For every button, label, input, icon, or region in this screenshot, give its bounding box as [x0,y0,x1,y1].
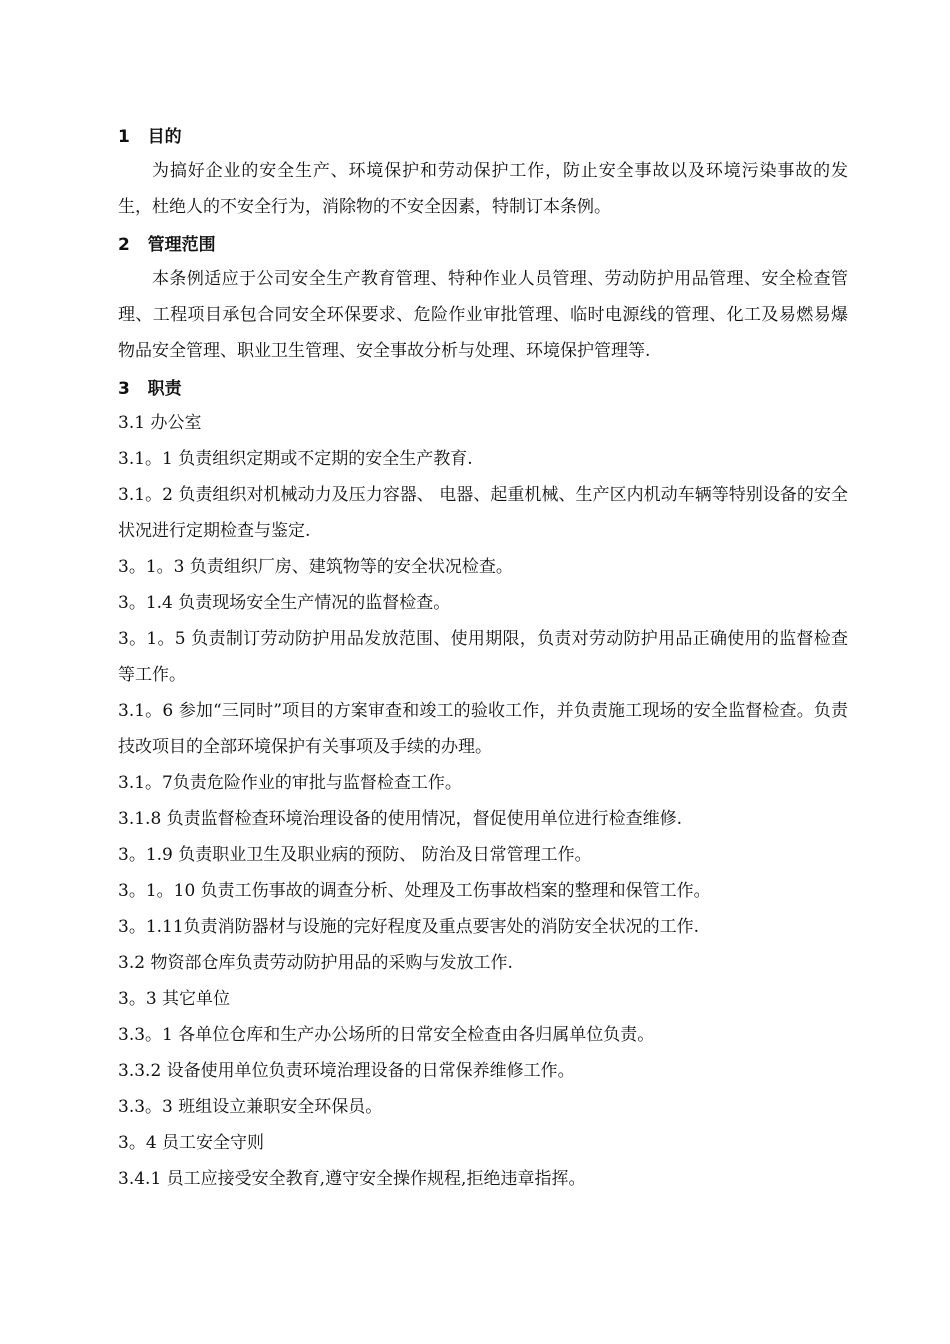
duty-item: 3.3。3 班组设立兼职安全环保员。 [118,1097,383,1117]
duty-item: 3。1.9 负责职业卫生及职业病的预防、 防治及日常管理工作。 [118,845,592,865]
duty-item: 3.4.1 员工应接受安全教育,遵守安全操作规程,拒绝违章指挥。 [118,1169,586,1189]
duty-item: 3。1。5 负责制订劳动防护用品发放范围、使用期限，负责对劳动防护用品正确使用的监督检查等工作。 [118,629,848,685]
duty-item: 3。1。3 负责组织厂房、建筑物等的安全状况检查。 [118,557,513,577]
duty-item: 3.1。7负责危险作业的审批与监督检查工作。 [118,773,462,793]
duty-item: 3。1。10 负责工伤事故的调查分析、处理及工伤事故档案的整理和保管工作。 [118,881,711,901]
section-heading-scope: 2 管理范围 [118,235,216,255]
duty-item: 3.3.2 设备使用单位负责环境治理设备的日常保养维修工作。 [118,1061,575,1081]
section-paragraph-purpose: 为搞好企业的安全生产、环境保护和劳动保护工作，防止安全事故以及环境污染事故的发生，杜绝人的不安全行为，消除物的不安全因素，特制订本条例。 [118,161,848,217]
section-heading-duties: 3 职责 [118,379,182,399]
section-paragraph-scope: 本条例适应于公司安全生产教育管理、特种作业人员管理、劳动防护用品管理、安全检查管理、工程项目承包合同安全环保要求、危险作业审批管理、临时电源线的管理、化工及易燃易爆物品安全管理、职业卫生管理、安全事故分析与处理、环境保护管理等. [118,269,848,361]
duty-item: 3.1。1 负责组织定期或不定期的安全生产教育. [118,449,473,469]
duty-item: 3.1.8 负责监督检查环境治理设备的使用情况，督促使用单位进行检查维修. [118,809,683,829]
duty-item: 3.1 办公室 [118,413,202,433]
duty-item: 3。1.4 负责现场安全生产情况的监督检查。 [118,593,451,613]
duty-item: 3。1.11负责消防器材与设施的完好程度及重点要害处的消防安全状况的工作. [118,917,700,937]
duty-item: 3。3 其它单位 [118,989,231,1009]
duty-item: 3.1。6 参加“三同时”项目的方案审查和竣工的验收工作，并负责施工现场的安全监督检查。负责技改项目的全部环境保护有关事项及手续的办理。 [118,701,848,757]
duty-item: 3.2 物资部仓库负责劳动防护用品的采购与发放工作. [118,953,513,973]
duty-item: 3。4 员工安全守则 [118,1133,265,1153]
duty-item: 3.3。1 各单位仓库和生产办公场所的日常安全检查由各归属单位负责。 [118,1025,655,1045]
document-body [118,122,848,1197]
duty-item: 3.1。2 负责组织对机械动力及压力容器、 电器、起重机械、生产区内机动车辆等特别设备的安全状况进行定期检查与鉴定. [118,485,848,541]
section-heading-purpose: 1 目的 [118,127,182,147]
